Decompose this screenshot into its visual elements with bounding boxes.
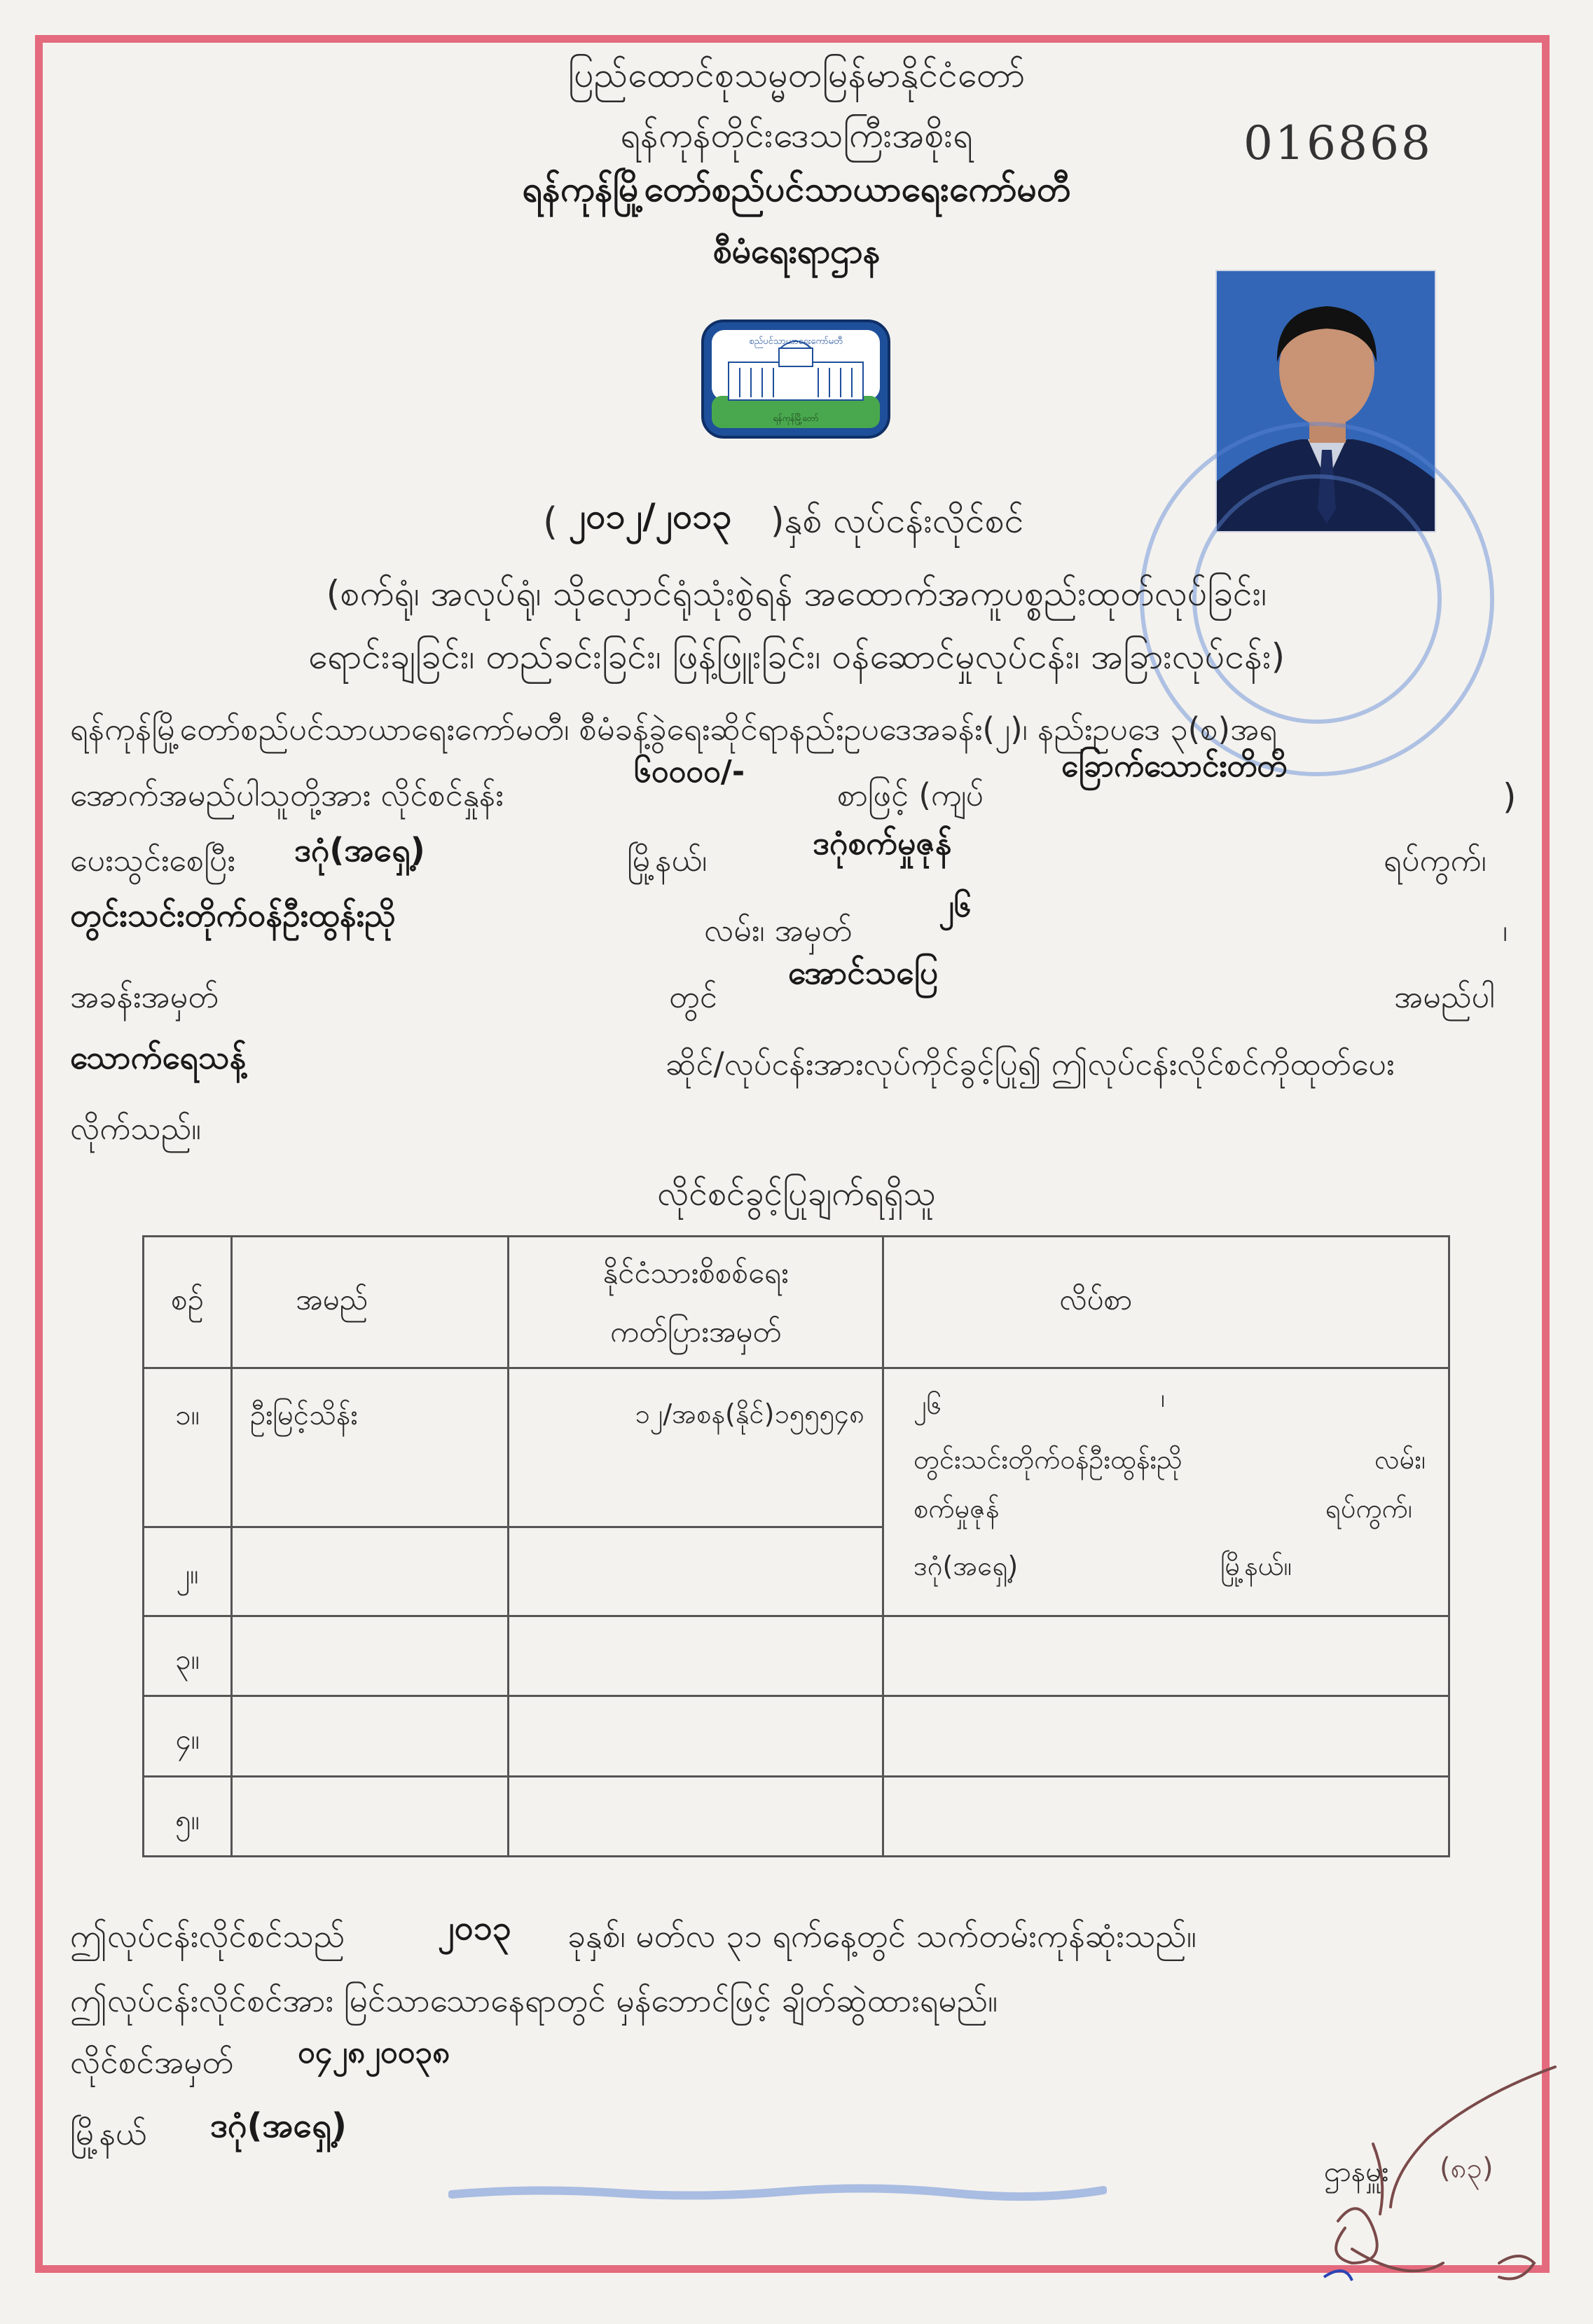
handwritten-signature-icon (1268, 2053, 1562, 2291)
address-line-4: ဒဂုံ(အရှေ့) (913, 1551, 1019, 1581)
header-nrc-line-1: နိုင်ငံသားစိစစ်ရေး (602, 1255, 789, 1290)
table-header-row (144, 1237, 1449, 1368)
row-3-nrc (509, 1616, 883, 1696)
header-address: လိပ်စာ (883, 1237, 1449, 1368)
city-hall-emblem-icon (701, 319, 891, 439)
row-5-name (232, 1777, 509, 1857)
street-value: တွင်းသင်းတိုက်ဝန်ဦးထွန်းညို (70, 896, 396, 934)
fee-words-label: စာဖြင့် (ကျပ် (837, 776, 984, 813)
license-year-open: ( (543, 500, 558, 544)
license-number-label: လိုင်စင်အမှတ် (70, 2043, 234, 2081)
street-number: ၂၆ (939, 888, 972, 924)
row-1-nrc: ၁၂/အစန(နိုင်)၁၅၅၅၄၈ (509, 1368, 883, 1527)
header-line-3: ရန်ကုန်မြို့တော်စည်ပင်သာယာရေးကော်မတီ (522, 169, 1071, 209)
row-5-no: ၅။ (144, 1777, 232, 1857)
serial-number: 016868 (1243, 116, 1433, 170)
quarter-value: ဒဂုံစက်မှုဇုန် (813, 824, 952, 862)
address-line-3: စက်မှုဇုန် (913, 1493, 1000, 1524)
signer-label: ဌာနမှူး (1324, 2156, 1389, 2188)
row-3-address (883, 1616, 1449, 1696)
address-line-2: တွင်းသင်းတိုက်ဝန်ဦးထွန်းညို (913, 1444, 1182, 1475)
license-year-label: )နှစ် လုပ်ငန်းလိုင်စင် (771, 500, 1024, 541)
table-row (144, 1696, 1449, 1777)
category-line-1: (စက်ရုံ၊ အလုပ်ရုံ၊ သိုလှောင်ရုံသုံးစွဲရန် အထောက်အကူပစ္စည်းထုတ်လုပ်ခြင်း၊ (326, 573, 1267, 614)
row-1-name: ဦးမြင့်သိန်း (232, 1368, 509, 1527)
header-nrc-line-2: ကတ်ပြားအမှတ် (609, 1314, 782, 1349)
business-type: သောက်ရေသန့် (70, 1038, 247, 1076)
fee-label: အောက်အမည်ပါသူတို့အား လိုင်စင်နှုန်း (70, 776, 504, 813)
paid-township-value: ဒဂုံ(အရှေ့) (294, 831, 425, 869)
address-line-1: ၂၆ (913, 1389, 942, 1420)
at-label: တွင် (669, 978, 717, 1015)
validity-prefix: ဤလုပ်ငန်းလိုင်စင်သည် (70, 1917, 345, 1955)
paid-label: ပေးသွင်းစေပြီး (70, 841, 235, 879)
table-row (144, 1368, 1449, 1527)
row-2-no: ၂။ (144, 1527, 232, 1616)
named-label: အမည်ပါ (1394, 978, 1495, 1015)
header-nrc (509, 1237, 883, 1368)
table-row (144, 1616, 1449, 1696)
row-4-no: ၄။ (144, 1696, 232, 1777)
address-line-4-end: မြို့နယ်။ (1220, 1551, 1292, 1581)
row-4-address (883, 1696, 1449, 1777)
row-3-name (232, 1616, 509, 1696)
ink-smudge-line (448, 2179, 1107, 2207)
license-number-value: ၀၄၂၈၂၀၀၃၈ (298, 2035, 450, 2070)
address-line-3-end: ရပ်ကွက်၊ (1325, 1493, 1412, 1524)
header-no: စဉ် (144, 1237, 232, 1368)
header-line-1: ပြည်ထောင်စုသမ္မတမြန်မာနိုင်ငံတော် (567, 55, 1026, 95)
township-label: မြို့နယ်၊ (627, 841, 708, 879)
validity-suffix: ခုနှစ်၊ မတ်လ ၃၁ ရက်နေ့တွင် သက်တမ်းကုန်ဆုံးသည်။ (567, 1917, 1197, 1955)
signer-code: (၈၃) (1440, 2152, 1494, 2185)
row-4-name (232, 1696, 509, 1777)
table-row (144, 1777, 1449, 1857)
fee-close: ) (1503, 776, 1517, 817)
header-line-2: ရန်ကုန်တိုင်းဒေသကြီးအစိုးရ (620, 115, 973, 156)
row-5-nrc (509, 1777, 883, 1857)
display-note: ဤလုပ်ငန်းလိုင်စင်အား မြင်သာသောနေရာတွင် မှန်ဘောင်ဖြင့် ချိတ်ဆွဲထားရမည်။ (70, 1981, 998, 2019)
row-1-no: ၁။ (144, 1368, 232, 1527)
logo-top-text: စည်ပင်သာယာရေးကော်မတီ (749, 336, 843, 347)
fee-value: ၆၀၀၀၀/- (634, 754, 745, 790)
validity-year: ၂၀၁၃ (438, 1909, 511, 1948)
business-name: အောင်သပြေ (788, 954, 939, 991)
closing-text-2: လိုက်သည်။ (70, 1110, 201, 1147)
logo-bottom-text: ရန်ကုန်မြို့တော် (773, 413, 819, 423)
row-5-address (883, 1777, 1449, 1857)
street-end: ၊ (1503, 912, 1508, 949)
row-3-no: ၃။ (144, 1616, 232, 1696)
closing-text: ဆိုင်/လုပ်ငန်းအားလုပ်ကိုင်ခွင့်ပြု၍ ဤလုပ်ငန်းလိုင်စင်ကိုထုတ်ပေး (666, 1045, 1395, 1082)
header-name: အမည် (232, 1237, 509, 1368)
quarter-label: ရပ်ကွက်၊ (1384, 841, 1487, 879)
address-line-2-end: လမ်း၊ (1374, 1444, 1426, 1475)
address-line-1-end: ၊ (1161, 1382, 1166, 1413)
street-label: လမ်း၊ အမှတ် (704, 912, 853, 949)
footer-township-label: မြို့နယ် (70, 2115, 147, 2152)
header-line-4: စီမံရေးရာဌာန (712, 232, 881, 271)
license-year-value: ၂၀၁၂/၂၀၁၃ (569, 496, 732, 537)
holders-table (142, 1235, 1450, 1857)
holders-title: လိုင်စင်ခွင့်ပြုချက်ရရှိသူ (657, 1174, 936, 1213)
room-label: အခန်းအမှတ် (70, 978, 219, 1015)
row-4-nrc (509, 1696, 883, 1777)
footer-township-value: ဒဂုံ(အရှေ့) (210, 2106, 347, 2145)
row-2-nrc (509, 1527, 883, 1616)
fee-words-value: ခြောက်သောင်းတိတိ (1061, 748, 1288, 784)
category-line-2: ရောင်းချခြင်း၊ တည်ခင်းခြင်း၊ ဖြန့်ဖြူးခြင်း၊ ဝန်ဆောင်မှုလုပ်ငန်း၊ အခြားလုပ်ငန်း) (308, 636, 1285, 677)
row-2-name (232, 1527, 509, 1616)
row-1-address (883, 1368, 1449, 1616)
body-paragraph-1: ရန်ကုန်မြို့တော်စည်ပင်သာယာရေးကော်မတီ၊ စီမံခန့်ခွဲရေးဆိုင်ရာနည်းဥပဒေအခန်း(၂)၊ နည်းဥပဒေ ၃(စ)အရ (70, 710, 1278, 748)
